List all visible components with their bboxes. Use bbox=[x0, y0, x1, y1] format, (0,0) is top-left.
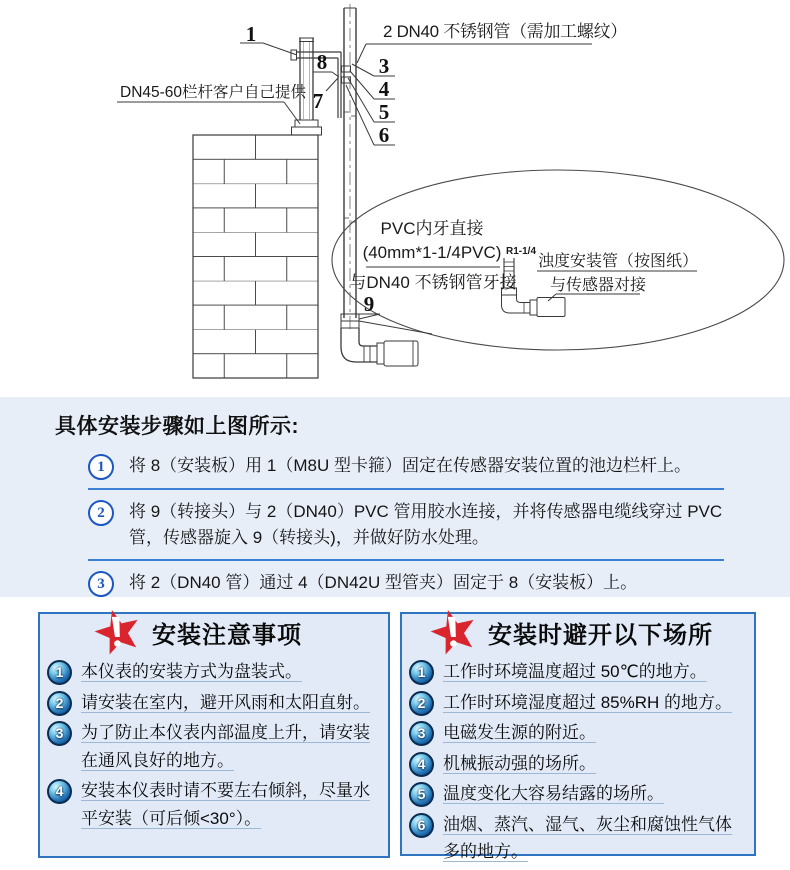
rail-label: DN45-60栏杆客户自己提供 bbox=[120, 84, 307, 101]
avoid-box-header bbox=[402, 608, 754, 656]
avoid-item bbox=[409, 658, 748, 686]
avoid-item bbox=[409, 719, 748, 747]
item-number-badge: 3 bbox=[409, 721, 434, 746]
steps-title: 具体安装步骤如上图所示: bbox=[55, 415, 299, 438]
pvc-label-line3: 与DN40 不锈钢管牙接 bbox=[349, 273, 517, 292]
avoid-text: 油烟、蒸汽、湿气、灰尘和腐蚀性气体多的地方。 bbox=[443, 814, 732, 861]
avoid-text: 电磁发生源的附近。 bbox=[443, 723, 596, 742]
notice-text: 为了防止本仪表内部温度上升，请安装在通风良好的地方。 bbox=[81, 723, 370, 770]
step-text: 将 8（安装板）用 1（M8U 型卡箍）固定在传感器安装位置的池边栏杆上。 bbox=[129, 456, 691, 475]
turbidity-label-line2: 与传感器对接 bbox=[549, 277, 647, 294]
part-label-7: 7 bbox=[312, 89, 324, 113]
avoid-text: 温度变化大容易结露的场所。 bbox=[443, 784, 664, 803]
part-label-9: 9 bbox=[363, 292, 375, 316]
turbidity-label-line1: 浊度安装管（按图纸） bbox=[537, 253, 699, 270]
item-number-badge: 3 bbox=[47, 721, 72, 746]
notice-item bbox=[47, 658, 382, 686]
item-number-badge: 5 bbox=[409, 782, 434, 807]
avoid-item bbox=[409, 750, 748, 778]
step-row bbox=[88, 490, 724, 561]
part-label-4: 4 bbox=[378, 77, 390, 101]
notice-item bbox=[47, 689, 382, 717]
step-number-badge: 1 bbox=[88, 454, 114, 480]
avoid-text: 工作时环境湿度超过 85%RH 的地方。 bbox=[443, 692, 733, 712]
item-number-badge: 6 bbox=[409, 813, 434, 838]
part-label-1: 1 bbox=[245, 22, 257, 46]
step-number-badge: 2 bbox=[88, 500, 114, 526]
brick-wall bbox=[193, 135, 318, 378]
notice-text: 本仪表的安装方式为盘装式。 bbox=[81, 662, 302, 681]
item-number-badge: 1 bbox=[409, 660, 434, 685]
thread-size-label: R1-1/4 bbox=[506, 246, 537, 257]
pvc-label-line2: (40mm*1-1/4PVC) bbox=[362, 243, 502, 262]
item-number-badge: 2 bbox=[47, 691, 72, 716]
notice-box-header bbox=[40, 608, 388, 656]
caution-boxes-row bbox=[0, 612, 790, 860]
notice-item bbox=[47, 719, 382, 774]
part-label-3: 3 bbox=[378, 54, 390, 78]
installation-steps-section bbox=[0, 397, 790, 597]
installation-diagram bbox=[0, 0, 790, 397]
step-number-badge: 3 bbox=[88, 571, 114, 597]
notice-box-title: 安装注意事项 bbox=[152, 621, 302, 649]
item-number-badge: 4 bbox=[409, 752, 434, 777]
avoid-text: 工作时环境温度超过 50℃的地方。 bbox=[443, 662, 707, 681]
notice-item bbox=[47, 777, 382, 832]
avoid-item bbox=[409, 689, 748, 717]
installation-notice-box bbox=[38, 612, 390, 858]
item-number-badge: 2 bbox=[409, 691, 434, 716]
step-row bbox=[88, 561, 724, 605]
avoid-places-box bbox=[400, 612, 756, 861]
avoid-item bbox=[409, 811, 748, 866]
part-label-6: 6 bbox=[378, 123, 390, 147]
avoid-item bbox=[409, 780, 748, 808]
pvc-label-line1: PVC内牙直接 bbox=[380, 219, 484, 238]
part-label-8: 8 bbox=[316, 50, 328, 74]
avoid-box-title: 安装时避开以下场所 bbox=[488, 621, 713, 649]
part-label-5: 5 bbox=[378, 100, 390, 124]
notice-text: 安装本仪表时请不要左右倾斜，尽量水平安装（可后倾<30°）。 bbox=[81, 781, 370, 828]
notice-list bbox=[40, 656, 388, 832]
avoid-list bbox=[402, 656, 754, 866]
notice-text: 请安装在室内，避开风雨和太阳直射。 bbox=[81, 692, 370, 712]
step-text: 将 9（转接头）与 2（DN40）PVC 管用胶水连接，并将传感器电缆线穿过 PVC 管，传感器旋入 9（转接头)，并做好防水处理。 bbox=[129, 502, 723, 547]
warning-star-icon bbox=[92, 604, 144, 656]
step-row bbox=[88, 444, 724, 490]
item-number-badge: 1 bbox=[47, 660, 72, 685]
item-number-badge: 4 bbox=[47, 779, 72, 804]
adapter-elbow-sensor bbox=[341, 314, 418, 366]
avoid-text: 机械振动强的场所。 bbox=[443, 753, 596, 773]
pipe-label: 2 DN40 不锈钢管（需加工螺纹） bbox=[383, 22, 627, 41]
steps-list bbox=[88, 444, 724, 605]
warning-star-icon bbox=[428, 604, 480, 656]
step-text: 将 2（DN40 管）通过 4（DN42U 型管夹）固定于 8（安装板）上。 bbox=[129, 573, 638, 592]
